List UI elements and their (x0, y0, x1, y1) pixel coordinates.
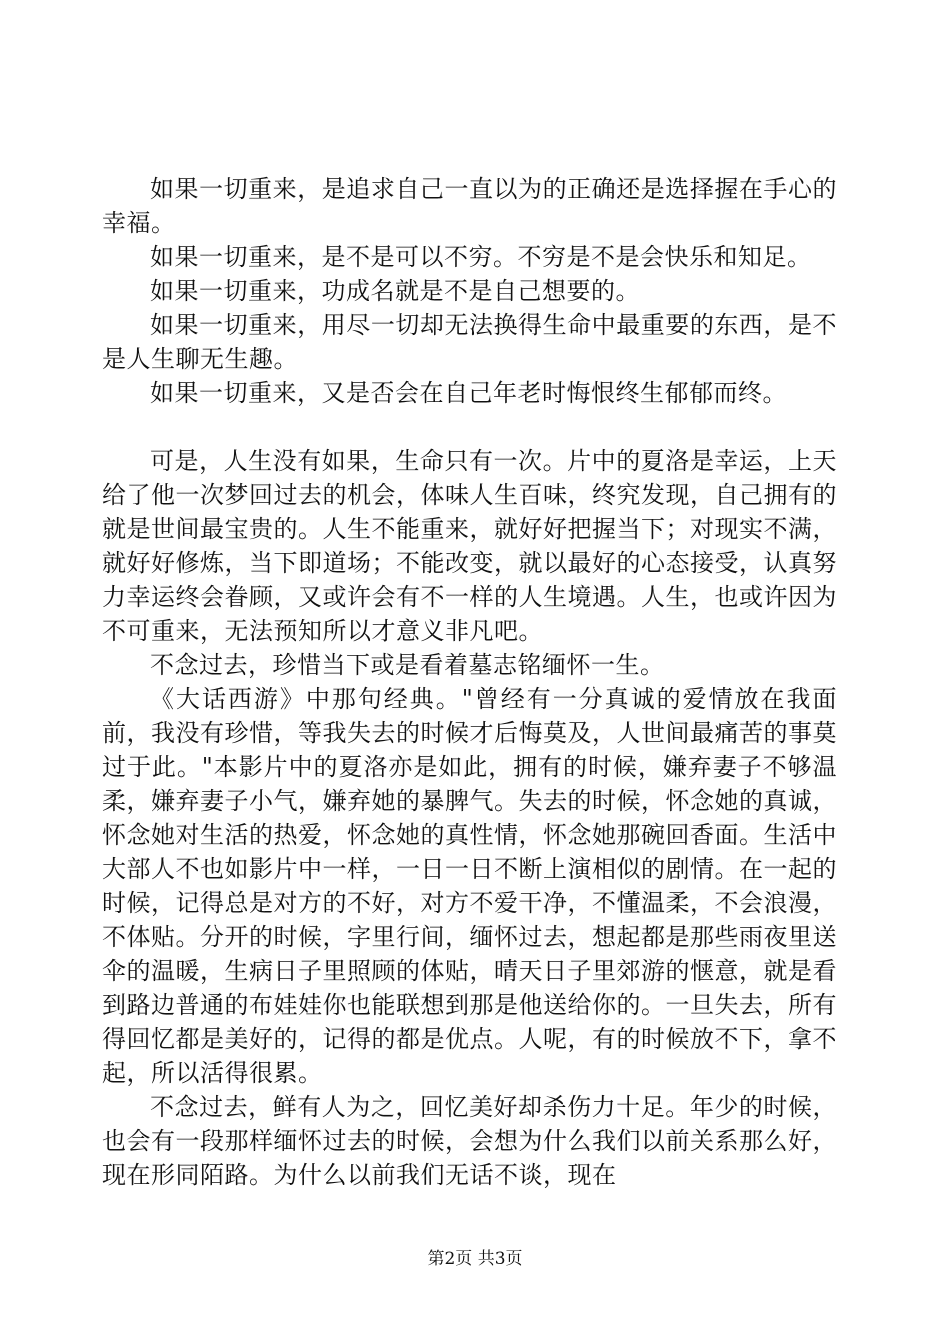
paragraph-9: 不念过去，鲜有人为之，回忆美好却杀伤力十足。年少的时候，也会有一段那样缅怀过去的时候，会想为什么我们以前关系那么好，现在形同陌路。为什么以前我们无话不谈，现在 (102, 1093, 837, 1189)
paragraph-7: 不念过去，珍惜当下或是看着墓志铭缅怀一生。 (150, 651, 665, 679)
paragraph-8: 《大话西游》中那句经典。"曾经有一分真诚的爱情放在我面前，我没有珍惜，等我失去的时候才后悔莫及，人世间最痛苦的事莫过于此。"本影片中的夏洛亦是如此，拥有的时候，嫌弃妻子不够温柔，嫌弃妻子小气，嫌弃她的暴脾气。失去的时候，怀念她的真诚，怀念她对生活的热爱，怀念她的真性情，怀念她那碗回香面。生活中大部人不也如影片中一样，一日一日不断上演相似的剧情。在一起的时候，记得总是对方的不好，对方不爱干净，不懂温柔，不会浪漫，不体贴。分开的时候，字里行间，缅怀过去，想起都是那些雨夜里送伞的温暖，生病日子里照顾的体贴，晴天日子里郊游的惬意，就是看到路边普通的布娃娃你也能联想到那是他送给你的。一旦失去，所有得回忆都是美好的，记得的都是优点。人呢，有的时候放不下，拿不起，所以活得很累。 (102, 685, 837, 1087)
paragraph-5: 如果一切重来，又是否会在自己年老时悔恨终生郁郁而终。 (150, 379, 787, 407)
document-body (102, 172, 837, 1192)
paragraph-1: 如果一切重来，是追求自己一直以为的正确还是选择握在手心的幸福。 (102, 175, 837, 237)
page-number-footer: 第2页 共3页 (427, 1249, 523, 1269)
paragraph-4: 如果一切重来，用尽一切却无法换得生命中最重要的东西，是不是人生聊无生趣。 (102, 311, 837, 373)
paragraph-6: 可是，人生没有如果，生命只有一次。片中的夏洛是幸运，上天给了他一次梦回过去的机会，体味人生百味，终究发现，自己拥有的就是世间最宝贵的。人生不能重来，就好好把握当下；对现实不满，就好好修炼，当下即道场；不能改变，就以最好的心态接受，认真努力幸运终会眷顾，又或许会有不一样的人生境遇。人生，也或许因为不可重来，无法预知所以才意义非凡吧。 (102, 447, 837, 645)
paragraph-3: 如果一切重来，功成名就是不是自己想要的。 (150, 277, 640, 305)
paragraph-2: 如果一切重来，是不是可以不穷。不穷是不是会快乐和知足。 (150, 243, 812, 271)
